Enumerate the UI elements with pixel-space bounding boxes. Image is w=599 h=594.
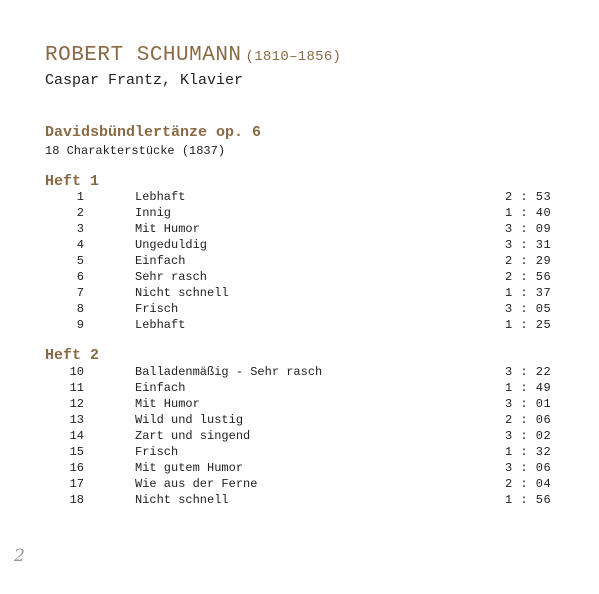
track-duration: 1 : 49 [505, 381, 552, 395]
heft-2-title: Heft 2 [45, 347, 100, 364]
track-row [0, 445, 599, 461]
track-title: Ungeduldig [135, 238, 208, 252]
track-number: 5 [76, 254, 84, 268]
track-number: 3 [76, 222, 84, 236]
track-title: Nicht schnell [135, 493, 229, 507]
track-row [0, 286, 599, 302]
track-duration: 2 : 06 [505, 413, 552, 427]
track-number: 6 [76, 270, 84, 284]
track-duration: 3 : 31 [505, 238, 552, 252]
track-row [0, 318, 599, 334]
track-duration: 2 : 56 [505, 270, 552, 284]
track-title: Lebhaft [135, 318, 186, 332]
composer-dates: (1810–1856) [245, 49, 342, 65]
work-subtitle: 18 Charakterstücke (1837) [45, 144, 226, 158]
track-row [0, 238, 599, 254]
track-row [0, 270, 599, 286]
track-row [0, 190, 599, 206]
page-number: 2 [14, 546, 25, 566]
performer-line: Caspar Frantz, Klavier [45, 72, 244, 89]
track-duration: 1 : 40 [505, 206, 552, 220]
track-title: Nicht schnell [135, 286, 229, 300]
track-number: 7 [76, 286, 84, 300]
track-number: 8 [76, 302, 84, 316]
track-row [0, 222, 599, 238]
track-duration: 3 : 06 [505, 461, 552, 475]
track-title: Frisch [135, 445, 179, 459]
heft-2-track-list [0, 365, 599, 509]
track-duration: 3 : 01 [505, 397, 552, 411]
track-number: 1 [76, 190, 84, 204]
track-duration: 2 : 29 [505, 254, 552, 268]
heft-1-title: Heft 1 [45, 173, 100, 190]
track-number: 18 [69, 493, 84, 507]
track-number: 2 [76, 206, 84, 220]
track-duration: 1 : 25 [505, 318, 552, 332]
track-number: 4 [76, 238, 84, 252]
track-duration: 1 : 32 [505, 445, 552, 459]
track-number: 17 [69, 477, 84, 491]
track-row [0, 429, 599, 445]
track-title: Wild und lustig [135, 413, 244, 427]
track-title: Mit Humor [135, 222, 200, 236]
track-number: 14 [69, 429, 84, 443]
track-number: 16 [69, 461, 84, 475]
track-number: 9 [76, 318, 84, 332]
track-number: 11 [69, 381, 84, 395]
track-number: 15 [69, 445, 84, 459]
track-title: Innig [135, 206, 172, 220]
track-number: 12 [69, 397, 84, 411]
track-title: Einfach [135, 381, 186, 395]
track-title: Sehr rasch [135, 270, 208, 284]
track-row [0, 461, 599, 477]
track-duration: 3 : 05 [505, 302, 552, 316]
track-row [0, 477, 599, 493]
track-row [0, 254, 599, 270]
track-title: Balladenmäßig - Sehr rasch [135, 365, 323, 379]
track-title: Wie aus der Ferne [135, 477, 258, 491]
track-title: Mit Humor [135, 397, 200, 411]
track-duration: 1 : 56 [505, 493, 552, 507]
track-row [0, 302, 599, 318]
work-title: Davidsbündlertänze op. 6 [45, 124, 262, 141]
track-row [0, 381, 599, 397]
track-title: Lebhaft [135, 190, 186, 204]
track-number: 10 [69, 365, 84, 379]
track-duration: 2 : 53 [505, 190, 552, 204]
track-title: Zart und singend [135, 429, 251, 443]
track-row [0, 206, 599, 222]
track-duration: 2 : 04 [505, 477, 552, 491]
track-row [0, 413, 599, 429]
track-duration: 3 : 09 [505, 222, 552, 236]
track-duration: 3 : 02 [505, 429, 552, 443]
composer-name: ROBERT SCHUMANN [45, 44, 242, 67]
track-title: Einfach [135, 254, 186, 268]
composer-heading [45, 44, 341, 67]
track-row [0, 493, 599, 509]
track-title: Frisch [135, 302, 179, 316]
track-duration: 1 : 37 [505, 286, 552, 300]
track-row [0, 365, 599, 381]
track-title: Mit gutem Humor [135, 461, 244, 475]
track-row [0, 397, 599, 413]
track-duration: 3 : 22 [505, 365, 552, 379]
track-number: 13 [69, 413, 84, 427]
heft-1-track-list [0, 190, 599, 334]
